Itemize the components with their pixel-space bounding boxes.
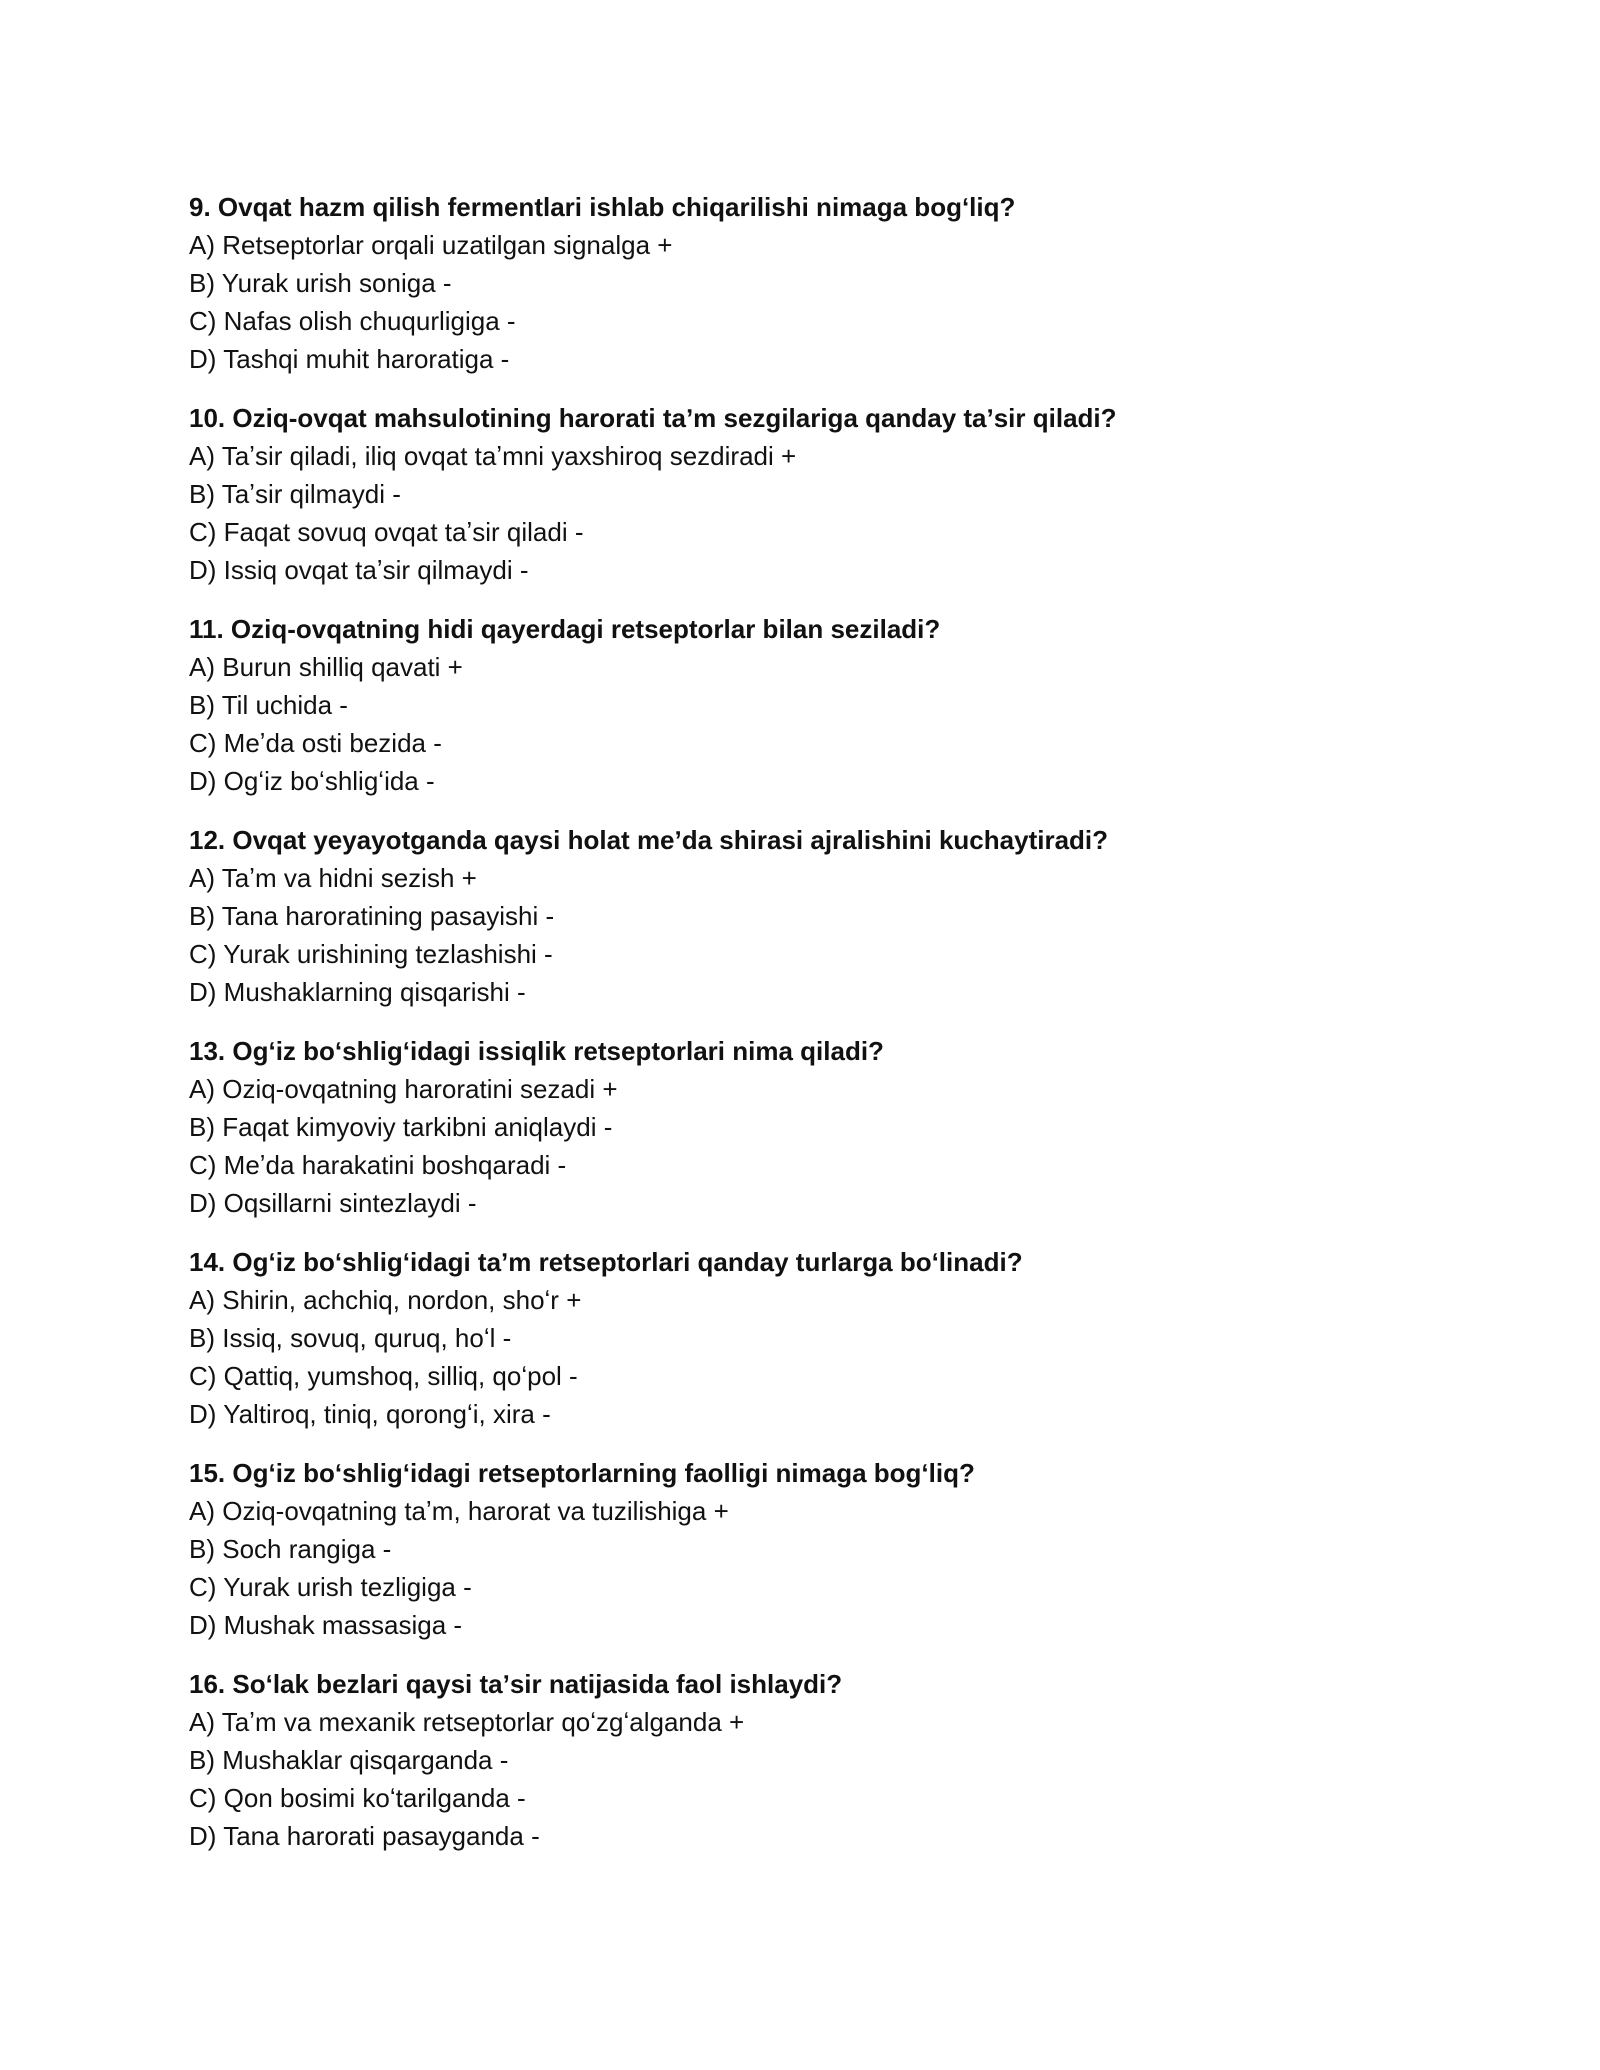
answer-option: C) Yurak urishining tezlashishi - (189, 939, 553, 969)
question-title: 9. Ovqat hazm qilish fermentlari ishlab chiqarilishi nimaga bogʻliq? (189, 192, 1016, 222)
answer-option: A) Burun shilliq qavati + (189, 652, 463, 682)
answer-option: B) Yurak urish soniga - (189, 268, 452, 298)
question-title: 10. Oziq-ovqat mahsulotining harorati taʼm sezgilariga qanday taʼsir qiladi? (189, 403, 1117, 433)
answer-option: D) Tana harorati pasayganda - (189, 1821, 540, 1851)
question-block (189, 1665, 1439, 1855)
answer-option: A) Taʼm va hidni sezish + (189, 863, 477, 893)
answer-option: A) Shirin, achchiq, nordon, shoʻr + (189, 1285, 582, 1315)
question-title: 14. Ogʻiz boʻshligʻidagi taʼm retseptorlari qanday turlarga boʻlinadi? (189, 1247, 1023, 1277)
answer-option: C) Yurak urish tezligiga - (189, 1572, 472, 1602)
answer-option: B) Taʼsir qilmaydi - (189, 479, 401, 509)
answer-option: C) Qattiq, yumshoq, silliq, qoʻpol - (189, 1361, 578, 1391)
answer-option: D) Mushak massasiga - (189, 1610, 463, 1640)
answer-option: D) Mushaklarning qisqarishi - (189, 977, 526, 1007)
question-title: 15. Ogʻiz boʻshligʻidagi retseptorlarning faolligi nimaga bogʻliq? (189, 1458, 975, 1488)
answer-option: C) Qon bosimi koʻtarilganda - (189, 1783, 526, 1813)
answer-option: B) Tana haroratining pasayishi - (189, 901, 555, 931)
question-block (189, 821, 1439, 1011)
question-list (189, 188, 1439, 1876)
answer-option: D) Issiq ovqat taʼsir qilmaydi - (189, 555, 529, 585)
answer-option: D) Tashqi muhit haroratiga - (189, 344, 510, 374)
question-title: 11. Oziq-ovqatning hidi qayerdagi retseptorlar bilan seziladi? (189, 614, 941, 644)
question-title: 13. Ogʻiz boʻshligʻidagi issiqlik retseptorlari nima qiladi? (189, 1036, 884, 1066)
answer-option: B) Issiq, sovuq, quruq, hoʻl - (189, 1323, 512, 1353)
question-title: 12. Ovqat yeyayotganda qaysi holat meʼda shirasi ajralishini kuchaytiradi? (189, 825, 1109, 855)
answer-option: C) Meʼda harakatini boshqaradi - (189, 1150, 567, 1180)
answer-option: D) Yaltiroq, tiniq, qorongʻi, xira - (189, 1399, 551, 1429)
answer-option: A) Taʼsir qiladi, iliq ovqat taʼmni yaxshiroq sezdiradi + (189, 441, 797, 471)
answer-option: A) Taʼm va mexanik retseptorlar qoʻzgʻalganda + (189, 1707, 745, 1737)
answer-option: D) Oqsillarni sintezlaydi - (189, 1188, 477, 1218)
answer-option: B) Til uchida - (189, 690, 348, 720)
question-block (189, 610, 1439, 800)
answer-option: D) Ogʻiz boʻshligʻida - (189, 766, 435, 796)
question-block (189, 399, 1439, 589)
answer-option: C) Nafas olish chuqurligiga - (189, 306, 516, 336)
answer-option: C) Faqat sovuq ovqat taʼsir qiladi - (189, 517, 584, 547)
question-title: 16. Soʻlak bezlari qaysi taʼsir natijasida faol ishlaydi? (189, 1669, 843, 1699)
answer-option: C) Meʼda osti bezida - (189, 728, 442, 758)
answer-option: A) Retseptorlar orqali uzatilgan signalga + (189, 230, 673, 260)
question-block (189, 188, 1439, 378)
question-block (189, 1243, 1439, 1433)
answer-option: A) Oziq-ovqatning taʼm, harorat va tuzilishiga + (189, 1496, 729, 1526)
answer-option: B) Mushaklar qisqarganda - (189, 1745, 509, 1775)
answer-option: B) Soch rangiga - (189, 1534, 392, 1564)
answer-option: A) Oziq-ovqatning haroratini sezadi + (189, 1074, 618, 1104)
question-block (189, 1454, 1439, 1644)
question-block (189, 1032, 1439, 1222)
answer-option: B) Faqat kimyoviy tarkibni aniqlaydi - (189, 1112, 613, 1142)
